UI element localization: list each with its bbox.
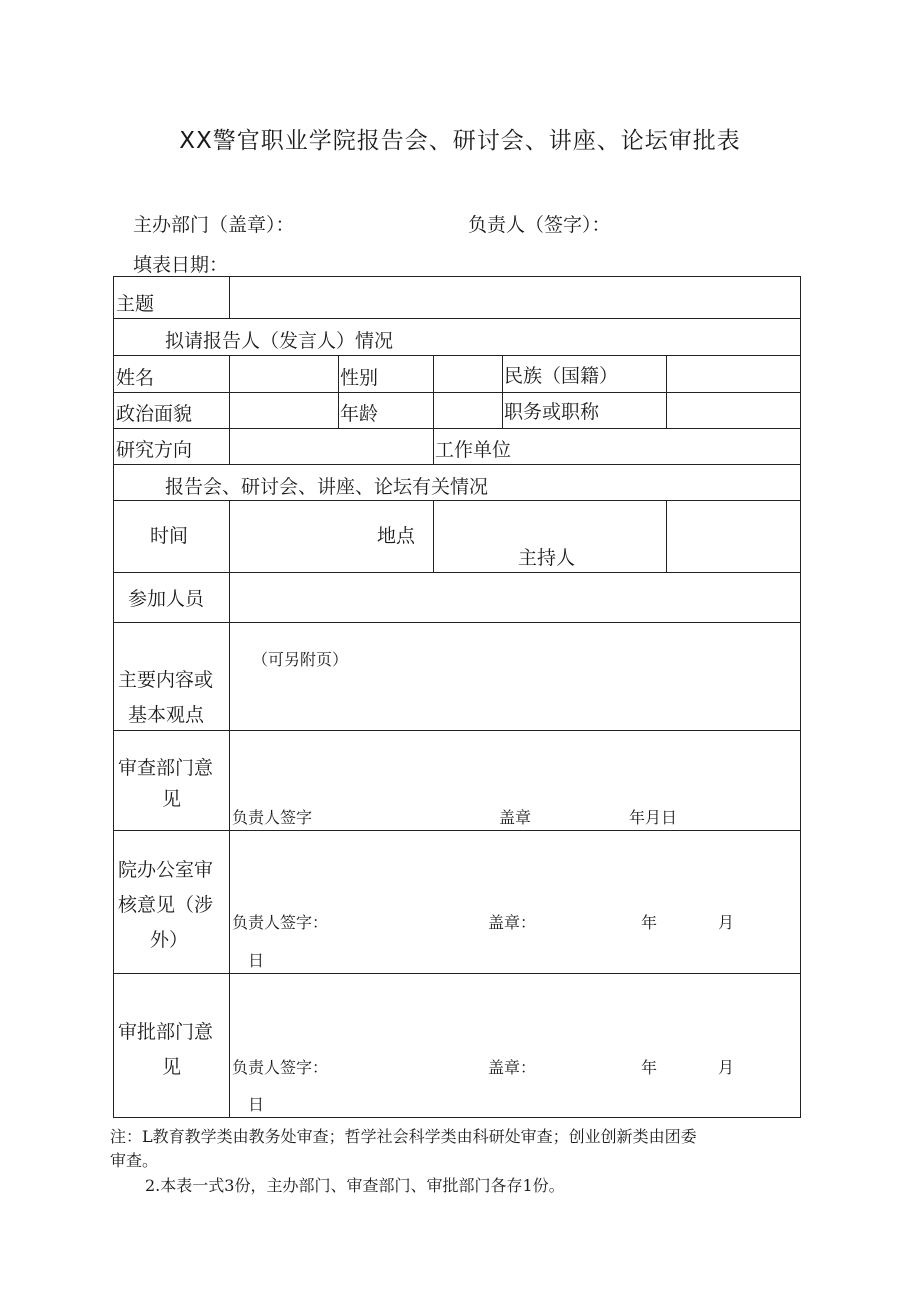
approve-seal-label: 盖章： [488, 1058, 537, 1077]
approve-label-line1: 审批部门意 [118, 1021, 214, 1043]
participants-label: 参加人员 [128, 588, 205, 610]
office-day-label: 日 [248, 951, 265, 970]
position-label: 职务或职称 [504, 401, 600, 423]
content-label-line1: 主要内容或 [118, 669, 214, 691]
content-hint: （可另附页） [252, 650, 349, 669]
speaker-section-heading: 拟请报告人（发言人）情况 [165, 330, 394, 352]
date-label: 填表日期： [133, 254, 229, 276]
topic-label: 主题 [116, 293, 155, 315]
review-sign-label: 负责人签字 [232, 808, 313, 827]
office-seal-label: 盖章： [488, 913, 537, 932]
content-label-line2: 基本观点 [128, 704, 205, 726]
host-label: 主持人 [518, 547, 576, 569]
note-1-line1: 注：L教育教学类由教务处审查；哲学社会科学类由科研处审查；创业创新类由团委 [110, 1127, 697, 1146]
event-section-heading: 报告会、研讨会、讲座、论坛有关情况 [165, 476, 489, 498]
location-label: 地点 [377, 525, 416, 547]
approve-day-label: 日 [248, 1095, 265, 1114]
review-label-line2: 见 [162, 788, 182, 810]
review-seal-label: 盖章 [499, 808, 532, 827]
ethnicity-label: 民族（国籍） [504, 365, 619, 387]
office-sign-label: 负责人签字： [232, 913, 329, 932]
research-label: 研究方向 [116, 439, 193, 461]
approve-year-label: 年 [641, 1058, 658, 1077]
time-label: 时间 [150, 525, 189, 547]
name-label: 姓名 [116, 367, 155, 389]
page-title: XX警官职业学院报告会、研讨会、讲座、论坛审批表 [179, 128, 741, 154]
office-label-line1: 院办公室审 [118, 859, 214, 881]
office-label-line2: 核意见（涉 [118, 894, 214, 916]
office-label-line3: 外） [150, 929, 189, 951]
office-year-label: 年 [641, 913, 658, 932]
responsible-label: 负责人（签字）： [468, 214, 611, 236]
gender-label: 性别 [340, 367, 379, 389]
age-label: 年龄 [340, 403, 379, 425]
approve-sign-label: 负责人签字： [232, 1058, 329, 1077]
workplace-label: 工作单位 [435, 439, 512, 461]
note-1-line2: 审查。 [110, 1151, 159, 1170]
approve-month-label: 月 [718, 1058, 735, 1077]
office-month-label: 月 [718, 913, 735, 932]
note-2: 2.本表一式3份，主办部门、审查部门、审批部门各存1份。 [145, 1176, 565, 1195]
department-label: 主办部门（盖章）： [133, 214, 295, 236]
approve-label-line2: 见 [162, 1056, 182, 1078]
review-date-label: 年月日 [629, 808, 678, 827]
review-label-line1: 审查部门意 [118, 757, 214, 779]
political-status-label: 政治面貌 [116, 403, 193, 425]
